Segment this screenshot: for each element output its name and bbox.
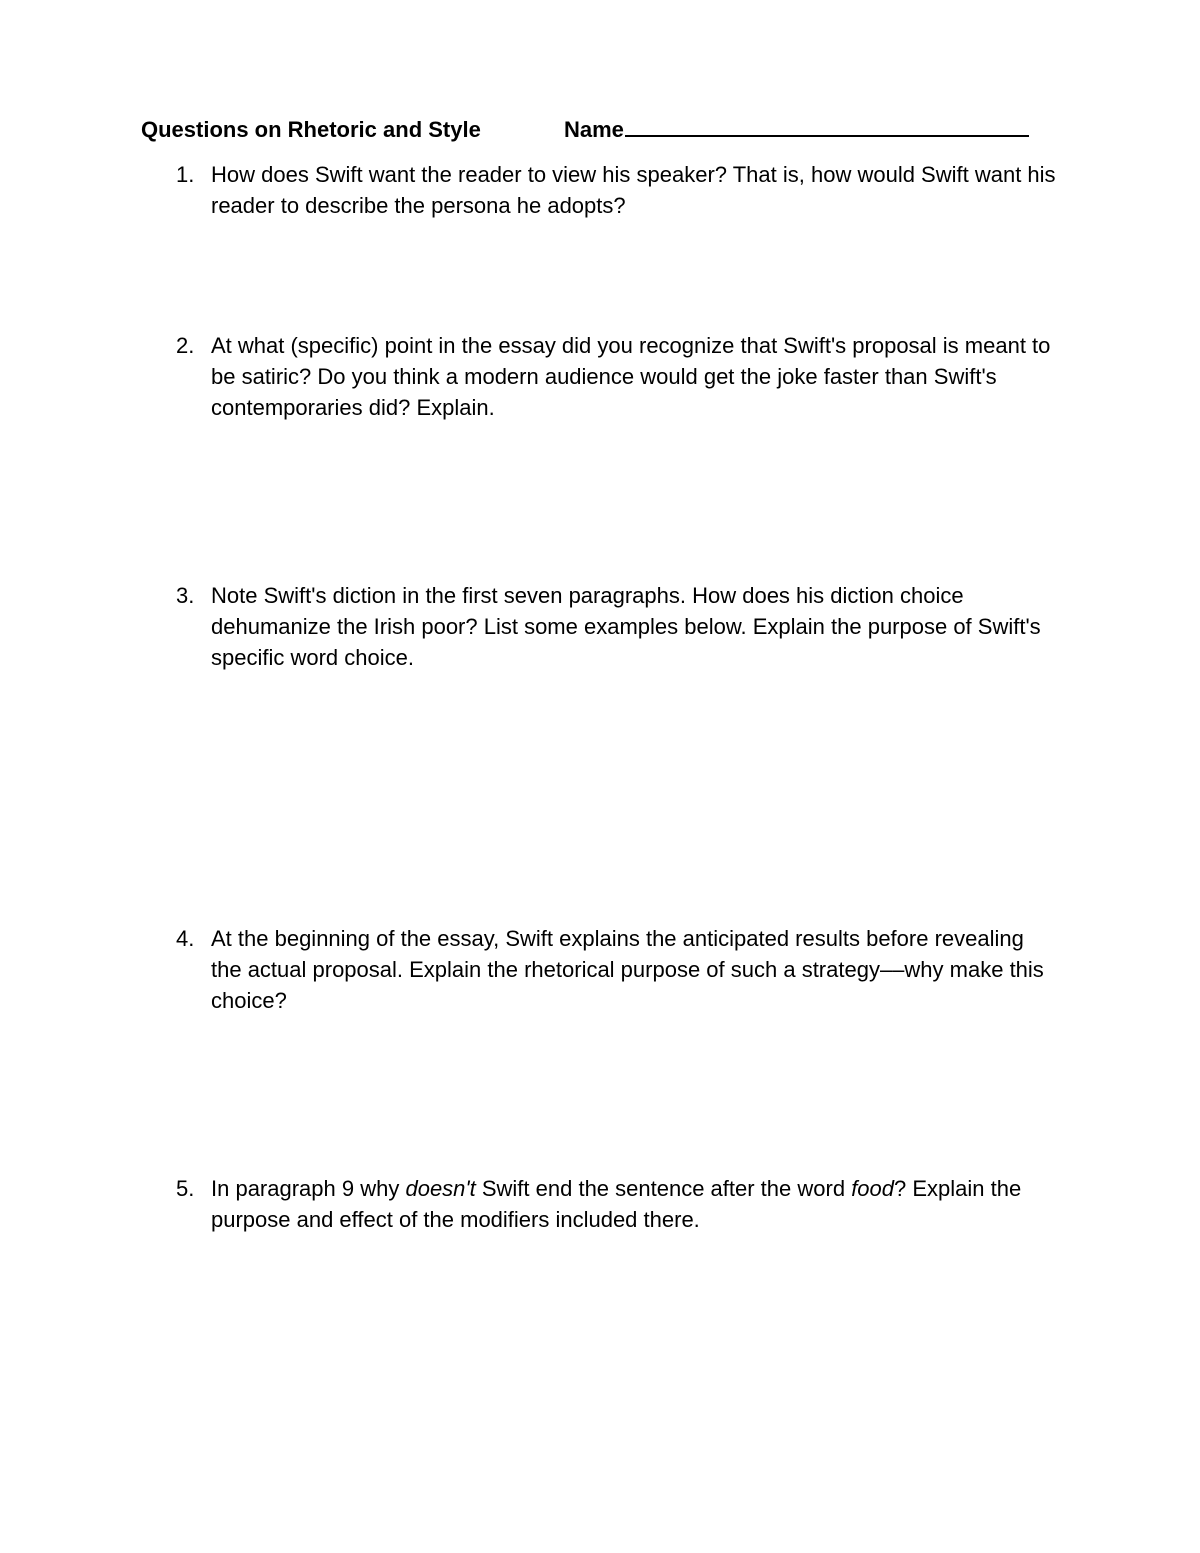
- question-number: 1.: [176, 162, 195, 187]
- question-number: 4.: [176, 926, 195, 951]
- question-text: Note Swift's diction in the first seven paragraphs. How does his diction choice dehumanize the Irish poor? List some examples below. Explain the purpose of Swift's specific word choice.: [211, 583, 1041, 670]
- question-4: [176, 923, 1056, 1016]
- question-3: [176, 580, 1056, 673]
- page-title: Questions on Rhetoric and Style: [141, 117, 481, 142]
- question-number: 5.: [176, 1176, 195, 1201]
- question-text: At the beginning of the essay, Swift explains the anticipated results before revealing the actual proposal. Explain the rhetorical purpose of such a strategy––why make this choice?: [211, 926, 1044, 1013]
- question-text: How does Swift want the reader to view his speaker? That is, how would Swift want his reader to describe the persona he adopts?: [211, 162, 1056, 218]
- question-text-part: ? Explain the purpose and effect of the modifiers included there.: [211, 1176, 1022, 1232]
- question-text-emphasis: doesn't: [405, 1176, 476, 1201]
- question-number: 2.: [176, 333, 195, 358]
- question-2: [176, 330, 1056, 423]
- worksheet-header: [141, 113, 1041, 145]
- question-text-emphasis: food: [851, 1176, 895, 1201]
- question-number: 3.: [176, 583, 195, 608]
- question-text: [211, 1173, 1056, 1235]
- question-1: [176, 159, 1056, 221]
- question-5: [176, 1173, 1056, 1235]
- name-label: Name: [564, 117, 624, 142]
- question-text: At what (specific) point in the essay did you recognize that Swift's proposal is meant to be satiric? Do you think a modern audience would get the joke faster than Swift's contemporaries did? Explain.: [211, 333, 1051, 420]
- name-blank-line: [625, 113, 1029, 137]
- question-text-part: Swift end the sentence after the word: [475, 1176, 852, 1201]
- question-text-part: In paragraph 9 why: [211, 1176, 406, 1201]
